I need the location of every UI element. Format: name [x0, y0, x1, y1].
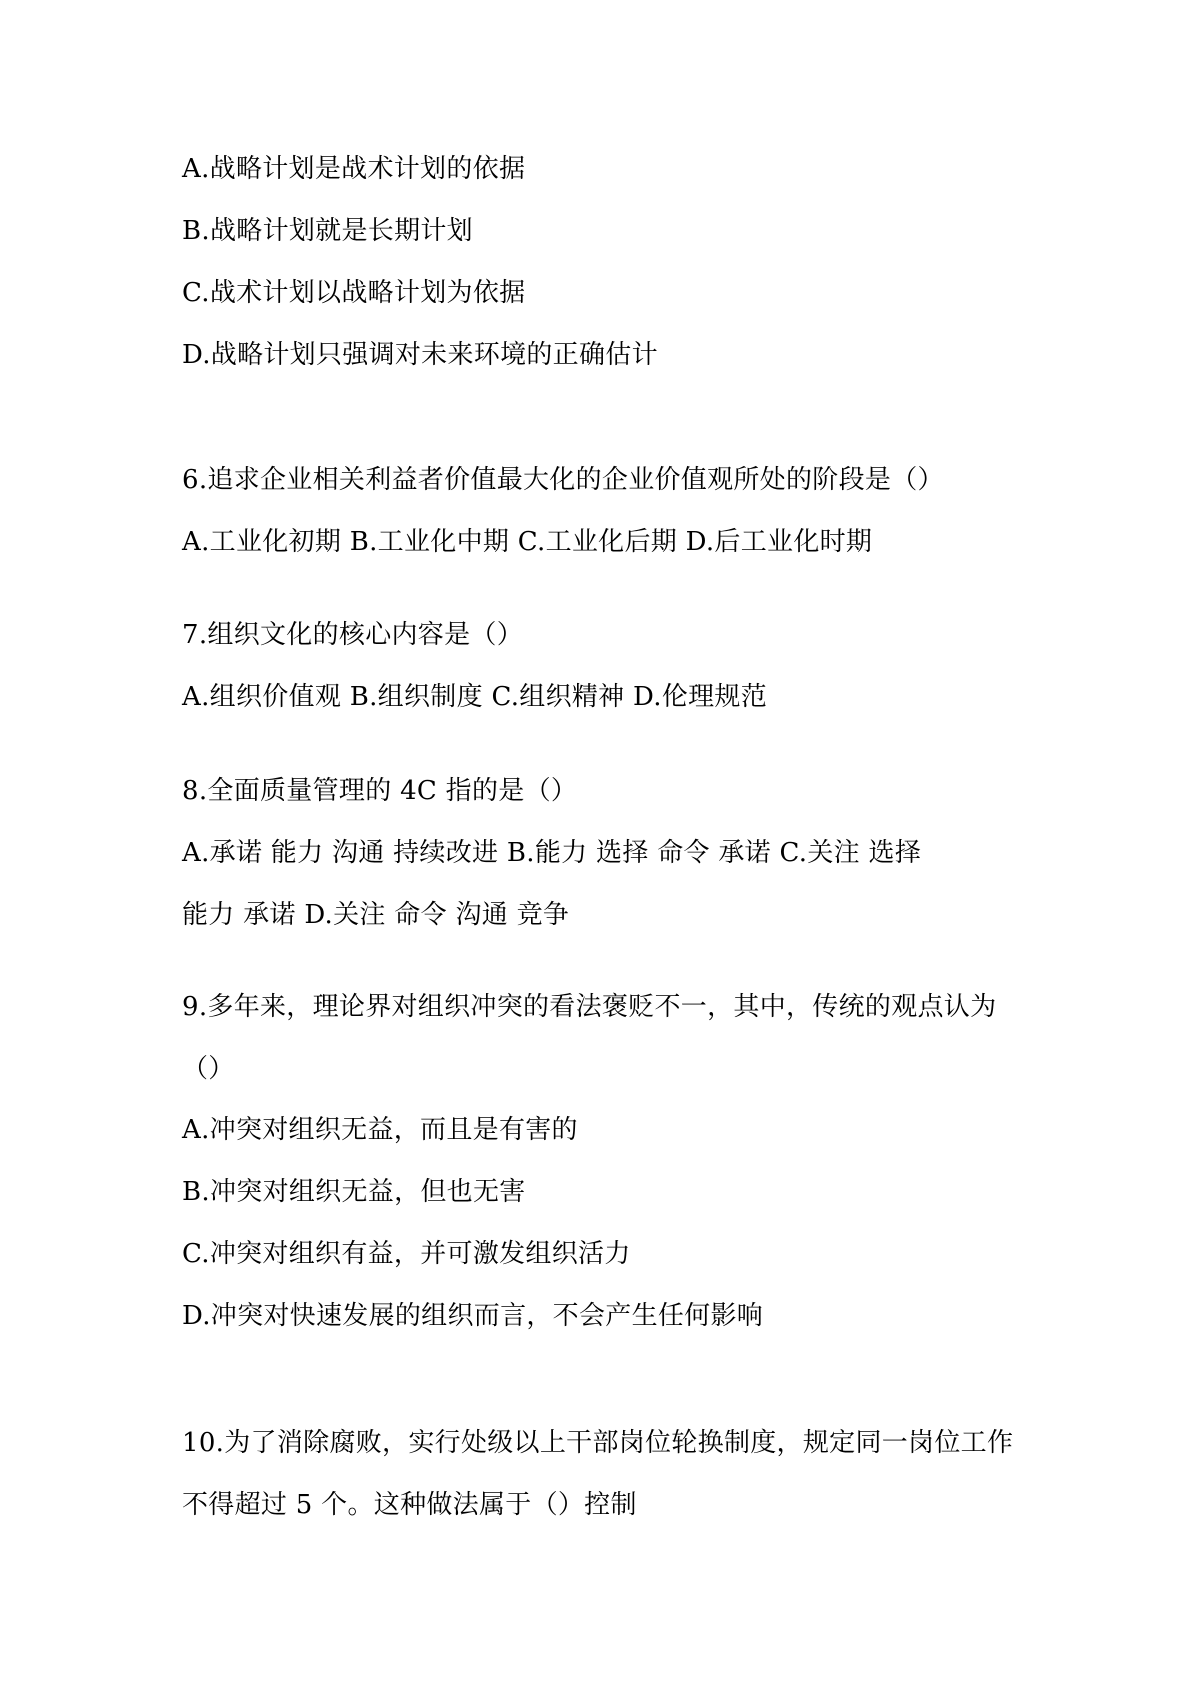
q10-stem-line1: 10.为了消除腐败，实行处级以上干部岗位轮换制度，规定同一岗位工作: [182, 1428, 1014, 1458]
q8-options-line2: 能力 承诺 D.关注 命令 沟通 竞争: [182, 900, 570, 930]
q8-options-line1: A.承诺 能力 沟通 持续改进 B.能力 选择 命令 承诺 C.关注 选择: [182, 838, 922, 868]
q5-option-a: A.战略计划是战术计划的依据: [182, 154, 526, 184]
q6-options: A.工业化初期 B.工业化中期 C.工业化后期 D.后工业化时期: [182, 527, 873, 557]
q10-stem-line2: 不得超过 5 个。这种做法属于（）控制: [182, 1490, 637, 1520]
q5-option-c: C.战术计划以战略计划为依据: [182, 278, 526, 308]
q8-stem: 8.全面质量管理的 4C 指的是（）: [182, 776, 578, 806]
q9-option-a: A.冲突对组织无益，而且是有害的: [182, 1115, 578, 1145]
q9-option-d: D.冲突对快速发展的组织而言，不会产生任何影响: [182, 1301, 764, 1331]
q5-option-b: B.战略计划就是长期计划: [182, 216, 473, 246]
q9-stem-line2: （）: [182, 1054, 235, 1084]
q9-option-c: C.冲突对组织有益，并可激发组织活力: [182, 1239, 631, 1269]
q9-option-b: B.冲突对组织无益，但也无害: [182, 1177, 526, 1207]
q7-options: A.组织价值观 B.组织制度 C.组织精神 D.伦理规范: [182, 682, 768, 712]
q9-stem-line1: 9.多年来，理论界对组织冲突的看法褒贬不一，其中，传统的观点认为: [182, 992, 997, 1022]
q7-stem: 7.组织文化的核心内容是（）: [182, 620, 524, 650]
q6-stem: 6.追求企业相关利益者价值最大化的企业价值观所处的阶段是（）: [182, 465, 944, 495]
q5-option-d: D.战略计划只强调对未来环境的正确估计: [182, 340, 658, 370]
